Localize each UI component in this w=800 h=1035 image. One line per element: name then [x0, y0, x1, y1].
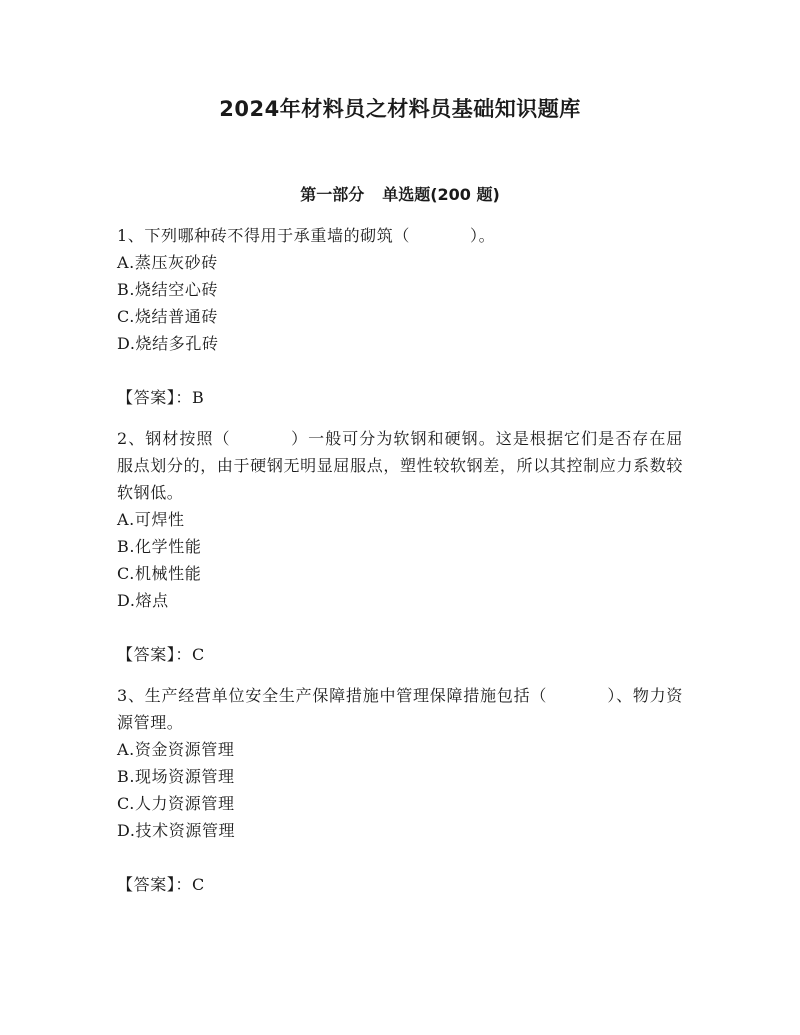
answer-line	[117, 384, 683, 411]
option-d: D.熔点	[117, 591, 169, 610]
option-c: C.烧结普通砖	[117, 307, 218, 326]
question-stem	[117, 682, 683, 736]
answer-value: C	[192, 645, 205, 664]
option-d: D.烧结多孔砖	[117, 334, 219, 353]
question-2	[117, 425, 683, 682]
answer-value: B	[192, 388, 205, 407]
stem-text-after: ）。	[469, 226, 496, 245]
option-b: B.化学性能	[117, 537, 202, 556]
stem-text-before: 2、钢材按照（	[117, 429, 231, 448]
answer-value: C	[192, 875, 205, 894]
stem-text-after: ）一般可分为软钢和硬钢。这是根据它们是否存在屈服点划分的，由于硬钢无明显屈服点，塑性较软钢差，所以其控制应力系数较软钢低。	[117, 429, 683, 502]
section-name: 单选题(200 题)	[382, 185, 500, 204]
stem-text-before: 3、生产经营单位安全生产保障措施中管理保障措施包括（	[117, 686, 548, 705]
section-part: 第一部分	[300, 185, 365, 204]
answer-line	[117, 871, 683, 898]
option-b: B.现场资源管理	[117, 767, 235, 786]
option-b: B.烧结空心砖	[117, 280, 219, 299]
question-1	[117, 222, 683, 425]
stem-text-after: ）、物力资源管理。	[117, 686, 683, 732]
document-title: 2024年材料员之材料员基础知识题库	[219, 97, 581, 121]
question-stem	[117, 222, 683, 249]
option-c: C.人力资源管理	[117, 794, 235, 813]
answer-label: 【答案】：	[117, 875, 193, 894]
question-3	[117, 682, 683, 898]
stem-text-before: 1、下列哪种砖不得用于承重墙的砌筑（	[117, 226, 410, 245]
option-a: A.资金资源管理	[117, 740, 235, 759]
question-stem	[117, 425, 683, 506]
option-c: C.机械性能	[117, 564, 202, 583]
question-list	[117, 222, 683, 898]
answer-line	[117, 641, 683, 668]
spacer	[117, 411, 683, 425]
option-a: A.可焊性	[117, 510, 185, 529]
answer-label: 【答案】：	[117, 645, 193, 664]
answer-label: 【答案】：	[117, 388, 193, 407]
option-d: D.技术资源管理	[117, 821, 236, 840]
option-a: A.蒸压灰砂砖	[117, 253, 218, 272]
spacer	[117, 668, 683, 682]
section-heading	[0, 182, 800, 208]
